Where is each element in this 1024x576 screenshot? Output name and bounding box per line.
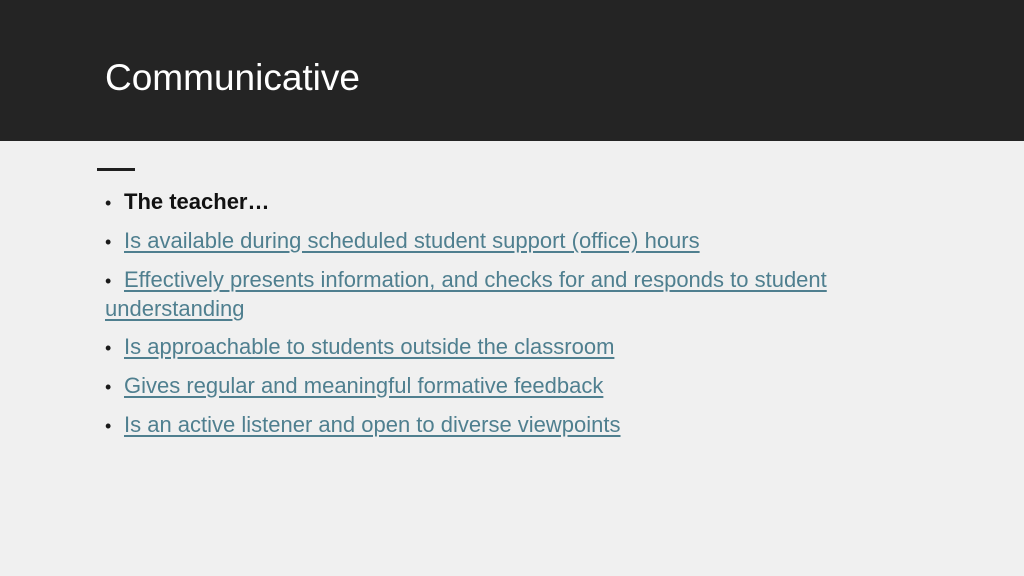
bullet-item [105, 227, 865, 256]
bullet-dot-icon: • [105, 193, 112, 213]
bullet-dot-icon: • [105, 416, 112, 436]
accent-line [97, 168, 135, 171]
title-bar [0, 0, 1024, 141]
bullet-link-approachable[interactable]: Is approachable to students outside the classroom [124, 334, 615, 359]
bullet-item [105, 372, 865, 401]
bullet-item [105, 266, 865, 323]
bullet-dot-icon: • [105, 338, 112, 358]
intro-text: The teacher… [124, 189, 270, 214]
bullet-item [105, 411, 865, 440]
bullet-link-formative-feedback[interactable]: Gives regular and meaningful formative feedback [124, 373, 604, 398]
slide-title: Communicative [105, 57, 360, 98]
bullet-link-office-hours[interactable]: Is available during scheduled student support (office) hours [124, 228, 700, 253]
bullet-list [105, 188, 865, 450]
bullet-dot-icon: • [105, 232, 112, 252]
bullet-link-active-listener[interactable]: Is an active listener and open to diverse viewpoints [124, 412, 621, 437]
bullet-item [105, 333, 865, 362]
bullet-dot-icon: • [105, 271, 112, 291]
bullet-dot-icon: • [105, 377, 112, 397]
bullet-link-presents-information[interactable]: Effectively presents information, and checks for and responds to student understanding [105, 267, 827, 321]
bullet-intro [105, 188, 865, 217]
